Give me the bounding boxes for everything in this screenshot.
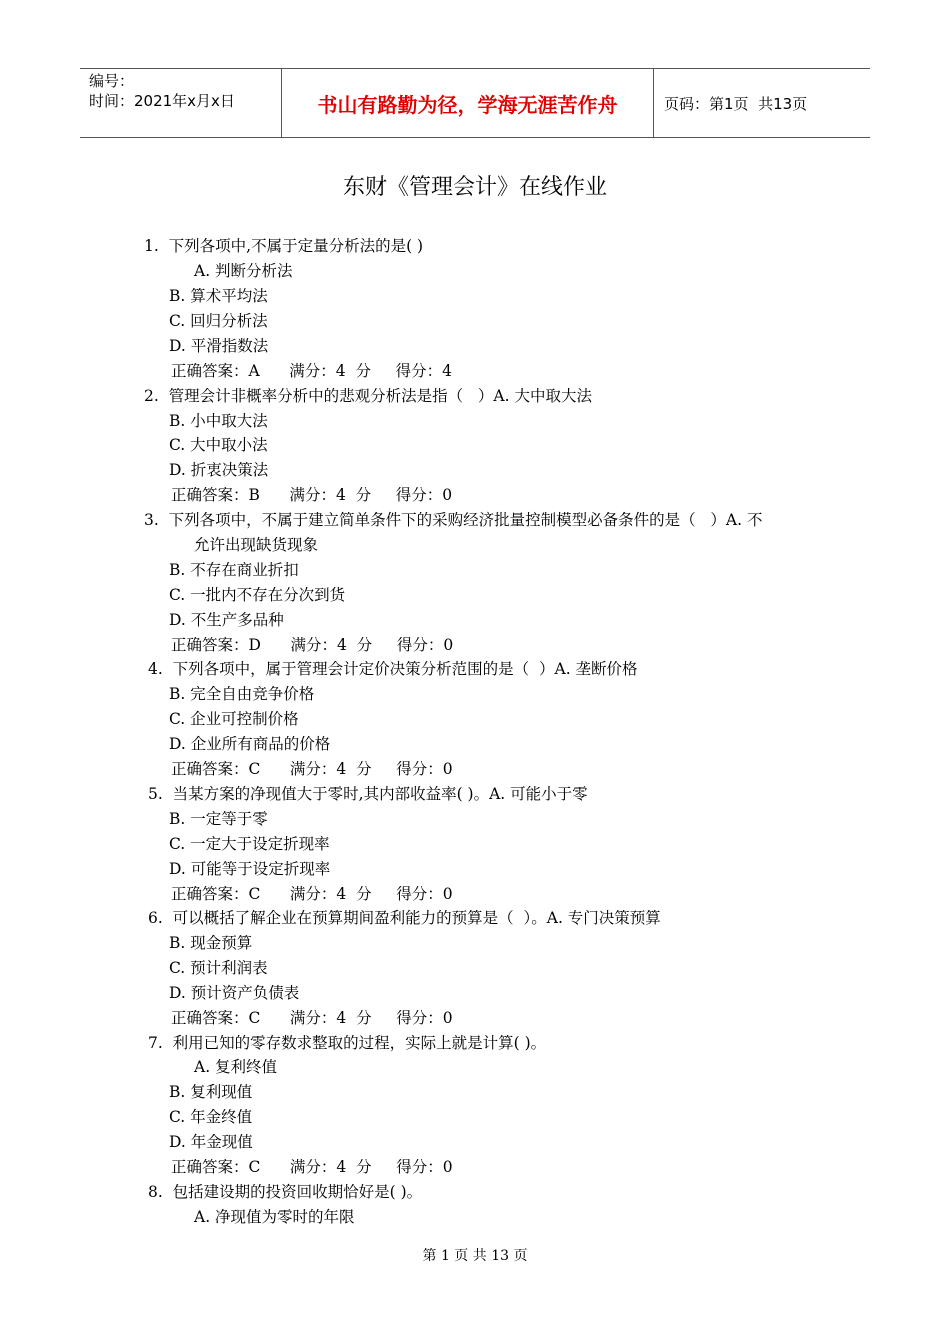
question-line: 5. 当某方案的净现值大于零时,其内部收益率( )。A. 可能小于零 bbox=[148, 785, 588, 803]
question-line: 7. 利用已知的零存数求整取的过程，实际上就是计算( )。 bbox=[148, 1034, 547, 1052]
answer-line: 正确答案：A 满分：4 分 得分：4 bbox=[171, 362, 452, 380]
option-line: D. 预计资产负债表 bbox=[169, 984, 300, 1002]
answer-line: 正确答案：B 满分：4 分 得分：0 bbox=[171, 486, 453, 504]
time-label: 时间：2021年x月x日 bbox=[89, 92, 235, 110]
option-line: B. 现金预算 bbox=[169, 934, 253, 952]
answer-line: 正确答案：D 满分：4 分 得分：0 bbox=[171, 636, 454, 654]
document-title: 东财《管理会计》在线作业 bbox=[342, 175, 607, 200]
question-line-cont: 允许出现缺货现象 bbox=[194, 536, 319, 554]
option-line: B. 小中取大法 bbox=[169, 412, 268, 430]
serial-label: 编号： bbox=[89, 72, 135, 90]
option-line: D. 折衷决策法 bbox=[169, 461, 269, 479]
option-line: C. 大中取小法 bbox=[169, 436, 268, 454]
answer-line: 正确答案：C 满分：4 分 得分：0 bbox=[171, 1158, 453, 1176]
option-line: D. 企业所有商品的价格 bbox=[169, 735, 331, 753]
option-line: B. 算术平均法 bbox=[169, 287, 268, 305]
question-line: 2. 管理会计非概率分析中的悲观分析法是指（ ）A. 大中取大法 bbox=[144, 387, 592, 405]
option-line: C. 一定大于设定折现率 bbox=[169, 835, 330, 853]
option-line: B. 复利现值 bbox=[169, 1083, 253, 1101]
option-line: C. 回归分析法 bbox=[169, 312, 268, 330]
option-line: D. 不生产多品种 bbox=[169, 611, 284, 629]
option-line: C. 预计利润表 bbox=[169, 959, 268, 977]
question-line: 6. 可以概括了解企业在预算期间盈利能力的预算是（ ）。A. 专门决策预算 bbox=[148, 909, 661, 927]
answer-line: 正确答案：C 满分：4 分 得分：0 bbox=[171, 1009, 453, 1027]
option-line: C. 企业可控制价格 bbox=[169, 710, 299, 728]
option-line: D. 年金现值 bbox=[169, 1133, 253, 1151]
option-line: B. 不存在商业折扣 bbox=[169, 561, 299, 579]
option-line: A. 净现值为零时的年限 bbox=[194, 1208, 355, 1226]
option-line: A. 判断分析法 bbox=[194, 262, 293, 280]
page-footer: 第 1 页 共 13 页 bbox=[422, 1248, 528, 1264]
question-line: 4. 下列各项中，属于管理会计定价决策分析范围的是（ ）A. 垄断价格 bbox=[148, 660, 638, 678]
option-line: D. 可能等于设定折现率 bbox=[169, 860, 331, 878]
answer-line: 正确答案：C 满分：4 分 得分：0 bbox=[171, 885, 453, 903]
header-motto: 书山有路勤为径，学海无涯苦作舟 bbox=[317, 92, 618, 117]
option-line: C. 一批内不存在分次到货 bbox=[169, 586, 346, 604]
option-line: B. 一定等于零 bbox=[169, 810, 268, 828]
option-line: D. 平滑指数法 bbox=[169, 337, 269, 355]
answer-line: 正确答案：C 满分：4 分 得分：0 bbox=[171, 760, 453, 778]
header-divider bbox=[653, 69, 654, 137]
page-header bbox=[80, 68, 870, 138]
question-line: 8. 包括建设期的投资回收期恰好是( )。 bbox=[148, 1183, 423, 1201]
question-line: 3. 下列各项中，不属于建立简单条件下的采购经济批量控制模型必备条件的是（ ）A. 不 bbox=[144, 511, 763, 529]
option-line: A. 复利终值 bbox=[194, 1058, 278, 1076]
header-page-info: 页码：第1页 共13页 bbox=[664, 94, 808, 113]
header-meta bbox=[89, 71, 235, 111]
option-line: C. 年金终值 bbox=[169, 1108, 253, 1126]
question-line: 1. 下列各项中,不属于定量分析法的是( ) bbox=[144, 237, 424, 255]
option-line: B. 完全自由竞争价格 bbox=[169, 685, 315, 703]
